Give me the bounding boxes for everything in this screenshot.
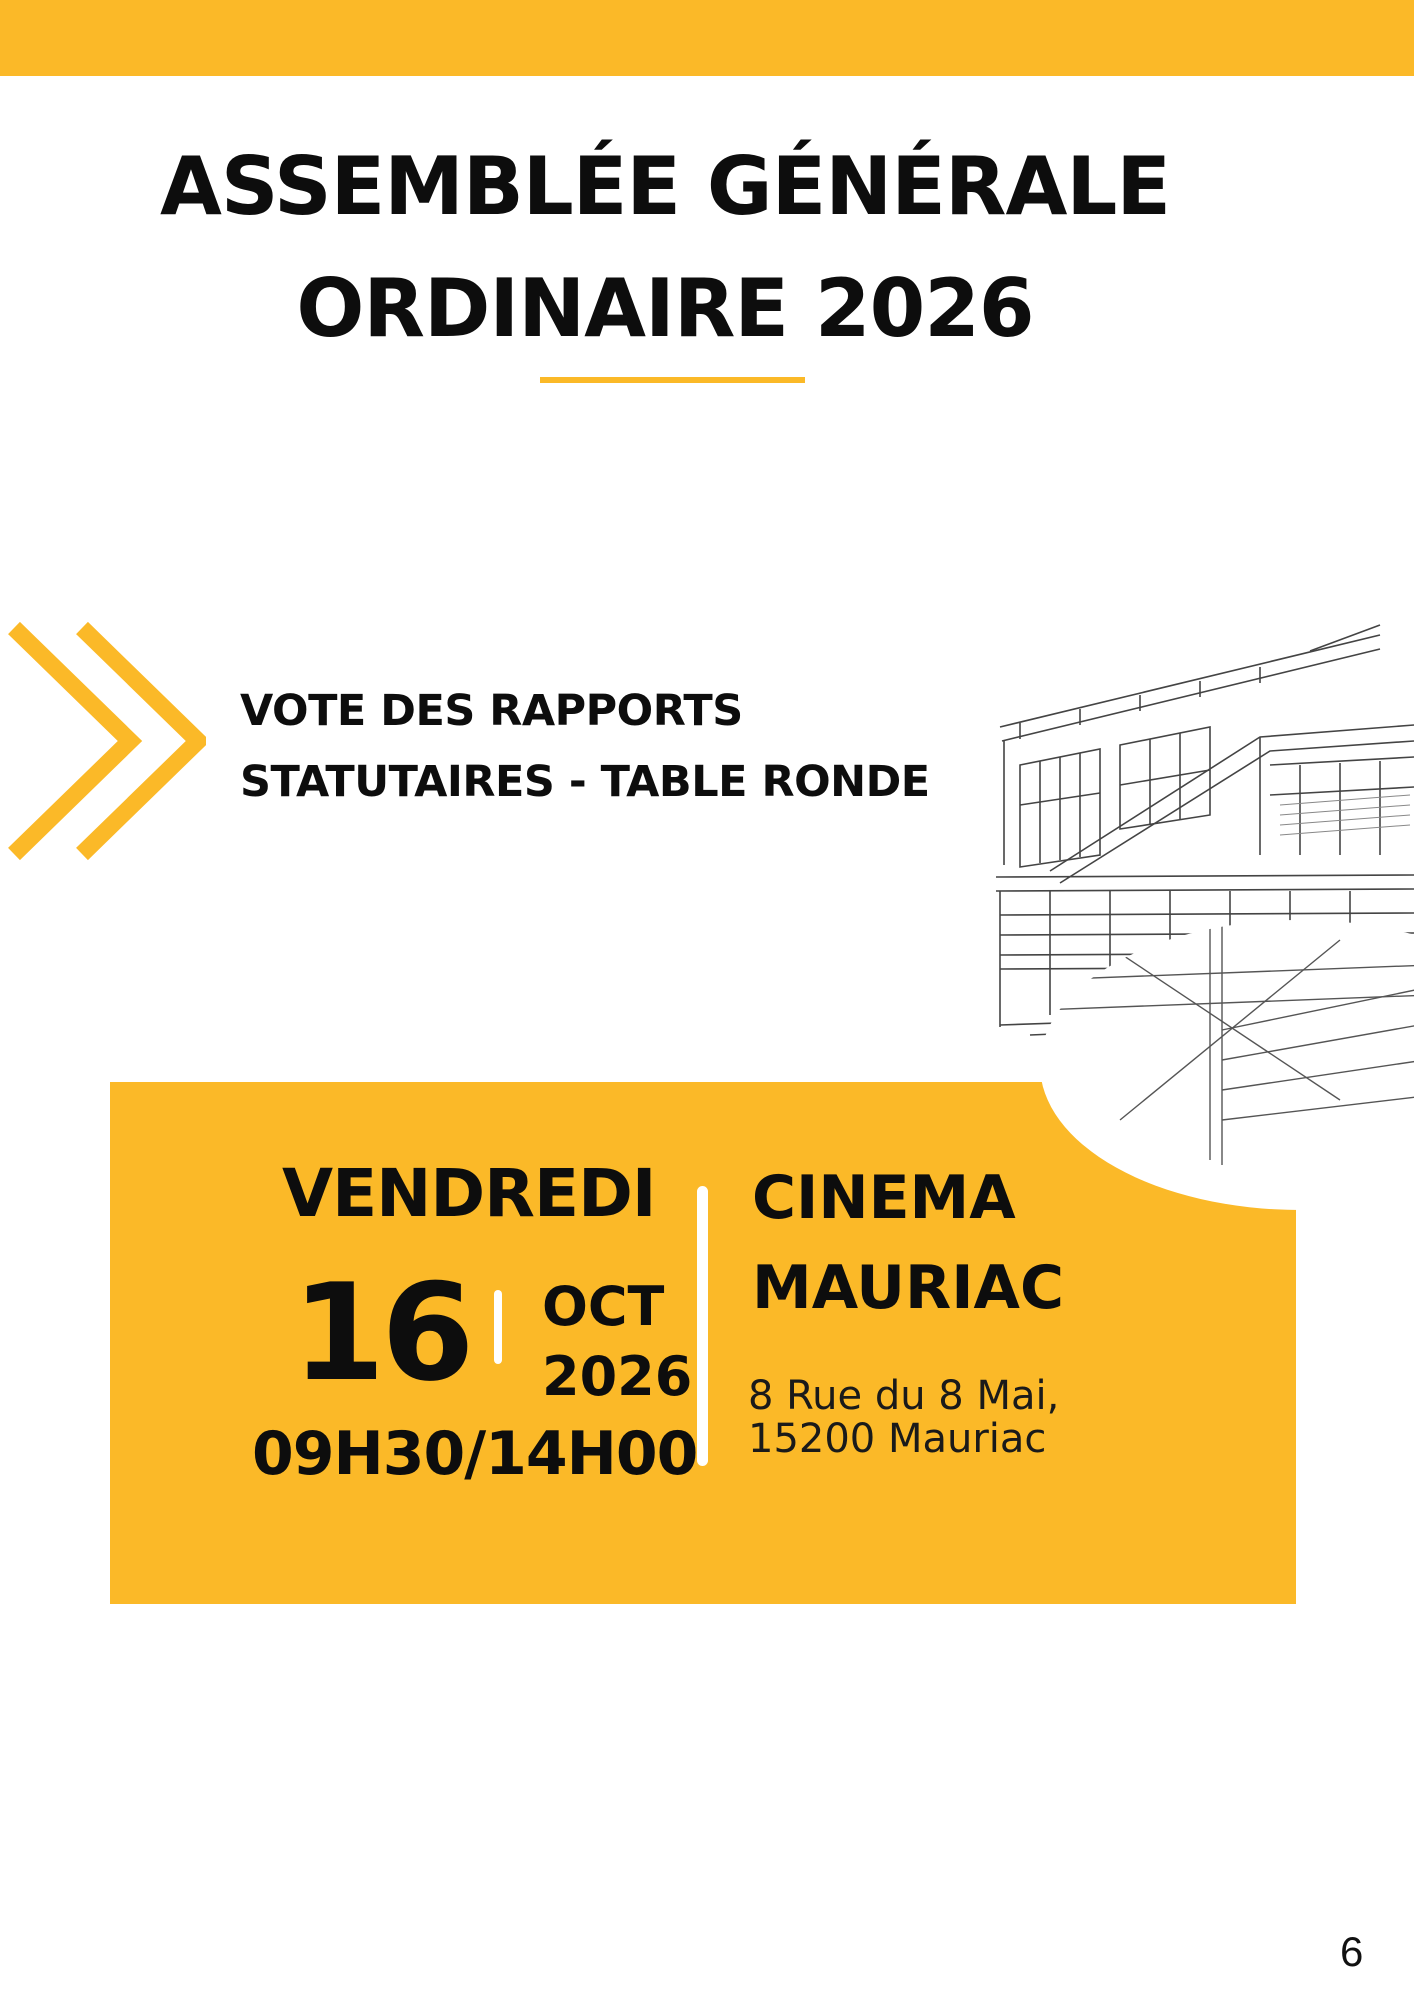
page-title-line-1: ASSEMBLÉE GÉNÉRALE xyxy=(160,140,1170,233)
agenda-line-2: STATUTAIRES - TABLE RONDE xyxy=(240,757,930,807)
venue-name-line-1: CINEMA xyxy=(752,1163,1016,1233)
venue-name-line-2: MAURIAC xyxy=(752,1253,1065,1323)
venue-address-line-1: 8 Rue du 8 Mai, xyxy=(748,1373,1060,1419)
event-day-name: VENDREDI xyxy=(282,1155,656,1232)
agenda-line-1: VOTE DES RAPPORTS xyxy=(240,686,743,736)
column-separator xyxy=(697,1186,708,1466)
title-underline xyxy=(540,377,805,383)
double-chevron-right-icon xyxy=(6,618,206,864)
page-number: 6 xyxy=(1340,1928,1364,1975)
event-year: 2026 xyxy=(542,1345,693,1408)
date-separator xyxy=(494,1290,502,1364)
event-hours: 09H30/14H00 xyxy=(252,1419,698,1489)
event-day-number: 16 xyxy=(292,1255,471,1411)
top-accent-band xyxy=(0,0,1414,76)
event-month: OCT xyxy=(542,1275,665,1338)
venue-address-line-2: 15200 Mauriac xyxy=(748,1416,1047,1462)
page-title-line-2: ORDINAIRE 2026 xyxy=(296,262,1034,355)
